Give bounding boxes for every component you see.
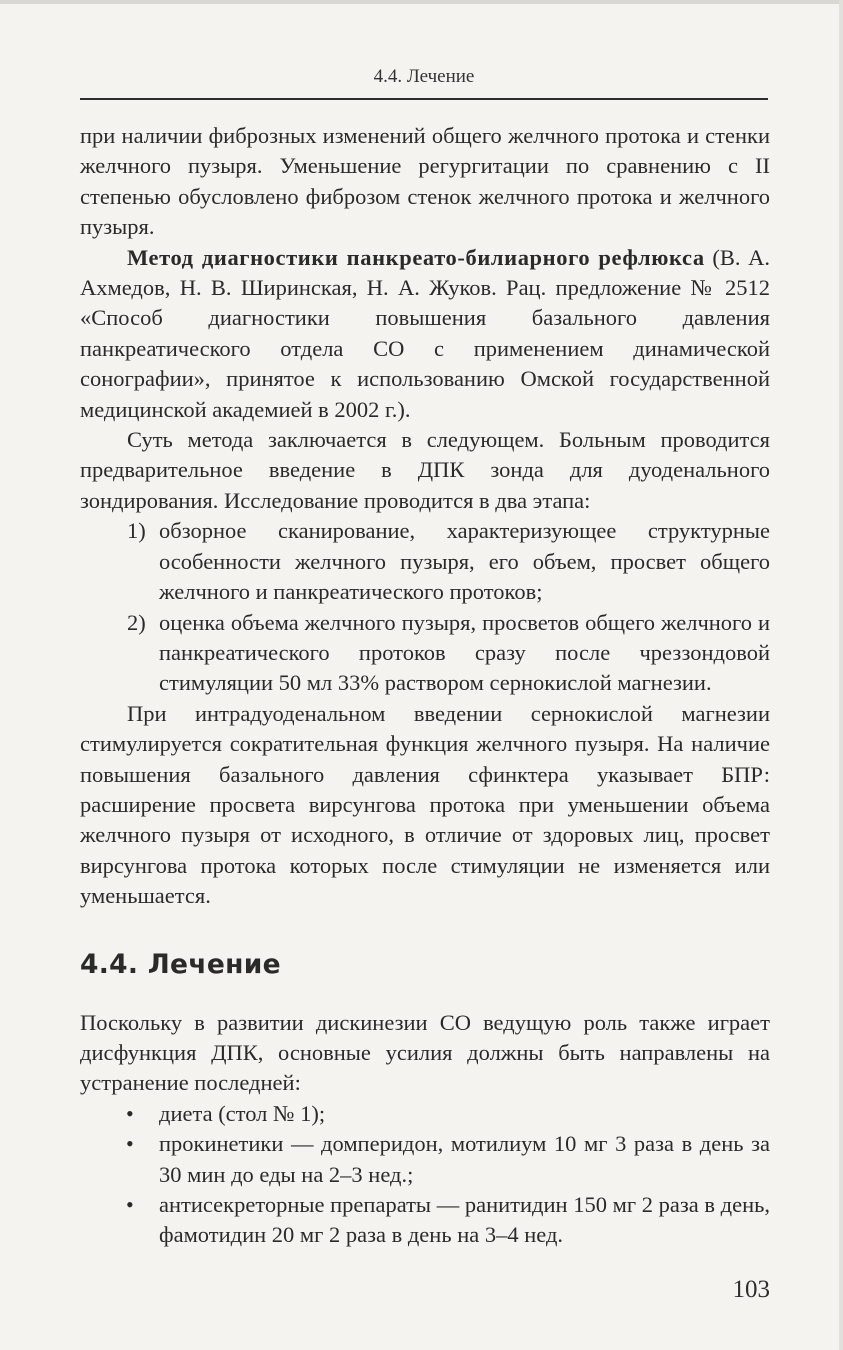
stages-list xyxy=(80,516,770,698)
page-number: 103 xyxy=(732,1276,770,1303)
list-item-text: обзорное сканирование, характеризующее структурные особенности желчного пузыря, его объем, просвет общего желчного и панкреатического протоков; xyxy=(159,518,770,605)
bullet-icon: • xyxy=(126,1100,134,1126)
list-number: 1) xyxy=(127,518,146,544)
list-item xyxy=(80,608,770,699)
running-head: 4.4. Лечение xyxy=(373,66,475,87)
paragraph-findings: При интрадуоденальном введении сернокислой магнезии стимулируется сократительная функция желчного пузыря. На наличие повышения базального давления сфинктера указывает БПР: расширение просвета вирсунгова протока при уменьшении объема желчного пузыря от исходного, в отличие от здоровых лиц, просвет вирсунгова протока которых после стимуляции не изменяется или уменьшается. xyxy=(80,700,770,909)
list-item xyxy=(80,516,770,607)
list-item xyxy=(80,1129,770,1190)
list-item xyxy=(80,1099,770,1129)
page-body xyxy=(80,121,770,1251)
paragraph-continuation: при наличии фиброзных изменений общего желчного протока и стенки желчного пузыря. Уменьшение регургитации по сравнению с II степенью обусловлено фиброзом стенок желчного протока и желчного пузыря. xyxy=(80,123,770,240)
paragraph-method-essence: Суть метода заключается в следующем. Больным проводится предварительное введение в ДПК зонда для дуоденального зондирования. Исследование проводится в два этапа: xyxy=(80,427,770,513)
list-number: 2) xyxy=(127,609,146,635)
bullet-icon: • xyxy=(126,1131,134,1157)
page-right-edge xyxy=(839,0,843,1350)
header-rule xyxy=(80,98,768,100)
section-heading: 4.4. Лечение xyxy=(80,948,281,980)
list-item-text: оценка объема желчного пузыря, просветов общего желчного и панкреатического протоков сразу после чреззондовой стимуляции 50 мл 33% раствором сернокислой магнезии. xyxy=(159,609,770,696)
list-item-text: антисекреторные препараты — ранитидин 150 мг 2 раза в день, фамотидин 20 мг 2 раза в день на 3–4 нед. xyxy=(159,1192,770,1248)
list-item-text: диета (стол № 1); xyxy=(159,1100,326,1126)
method-title: Метод диагностики панкреато-билиарного рефлюкса xyxy=(127,244,705,270)
treatment-list xyxy=(80,1099,770,1251)
bullet-icon: • xyxy=(126,1192,134,1217)
paragraph-treatment: Поскольку в развитии дискинезии СО ведущую роль также играет дисфункция ДПК, основные усилия должны быть направлены на устранение последней: xyxy=(80,1009,770,1096)
method-citation: (В. А. Ахмедов, Н. В. Ширинская, Н. А. Жуков. Рац. предложение № 2512 «Способ диагностики повышения базального давления панкреатического отдела СО с применением динамической сонографии», принятое к использованию Омской государственной медицинской академией в 2002 г.). xyxy=(80,244,770,422)
list-item-text: прокинетики — домперидон, мотилиум 10 мг 3 раза в день за 30 мин до еды на 2–3 нед.; xyxy=(159,1131,770,1187)
paragraph-method xyxy=(80,243,770,425)
page-top-edge xyxy=(0,0,843,4)
list-item xyxy=(80,1190,770,1251)
